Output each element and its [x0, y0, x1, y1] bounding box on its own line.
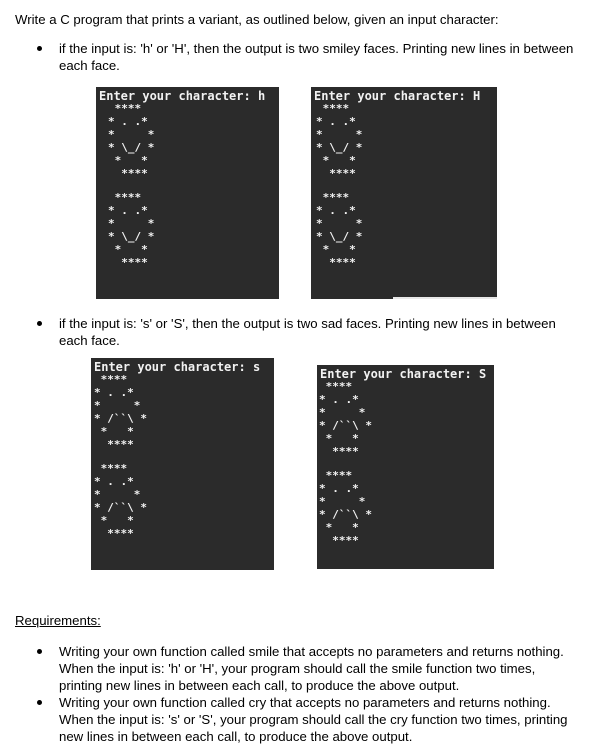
requirement-item-cry: Writing your own function called cry that accepts no parameters and returns nothing. When the input is: 's' or 'S', your program should call the cry function two times, printing new lines in between each call, to produce the above output. — [0, 694, 579, 745]
terminal-prompt: Enter your character: S — [320, 367, 487, 381]
intro-text: Write a C program that prints a variant, as outlined below, given an input character: — [15, 12, 499, 27]
face-output-2: **** * . .* * * * \_/ * * * **** — [316, 191, 363, 269]
terminal-underline — [393, 297, 497, 299]
face-output-2: **** * . .* * * * \_/ * * * **** — [108, 191, 155, 269]
sad-bullet: if the input is: 's' or 'S', then the output is two sad faces. Printing new lines in between each face. — [0, 315, 579, 349]
terminal-prompt: Enter your character: h — [99, 89, 266, 103]
terminal-prompt: Enter your character: s — [94, 360, 261, 374]
terminal-sad-lower — [91, 358, 274, 570]
face-output-1: **** * . .* * * * \_/ * * * **** — [108, 102, 155, 180]
requirement-item-smile: Writing your own function called smile that accepts no parameters and returns nothing. When the input is: 'h' or 'H', your program should call the smile function two times, printing new lines in between each call, to produce the above output. — [0, 643, 579, 694]
terminal-sad-upper — [317, 365, 494, 569]
smile-bullet: if the input is: 'h' or 'H', then the output is two smiley faces. Printing new lines in between each face. — [0, 40, 579, 74]
face-output-1: **** * . .* * * * /``\ * * * **** — [319, 380, 372, 458]
requirements-list — [0, 643, 579, 745]
face-output-1: **** * . .* * * * \_/ * * * **** — [316, 102, 363, 180]
requirements-heading: Requirements: — [15, 613, 101, 628]
terminal-smile-lower — [96, 87, 279, 299]
face-output-2: **** * . .* * * * /``\ * * * **** — [319, 469, 372, 547]
smile-bullet-list — [0, 40, 579, 74]
terminal-prompt: Enter your character: H — [314, 89, 481, 103]
terminal-smile-upper — [311, 87, 497, 299]
face-output-1: **** * . .* * * * /``\ * * * **** — [94, 373, 147, 451]
face-output-2: **** * . .* * * * /``\ * * * **** — [94, 462, 147, 540]
sad-bullet-list — [0, 315, 579, 349]
